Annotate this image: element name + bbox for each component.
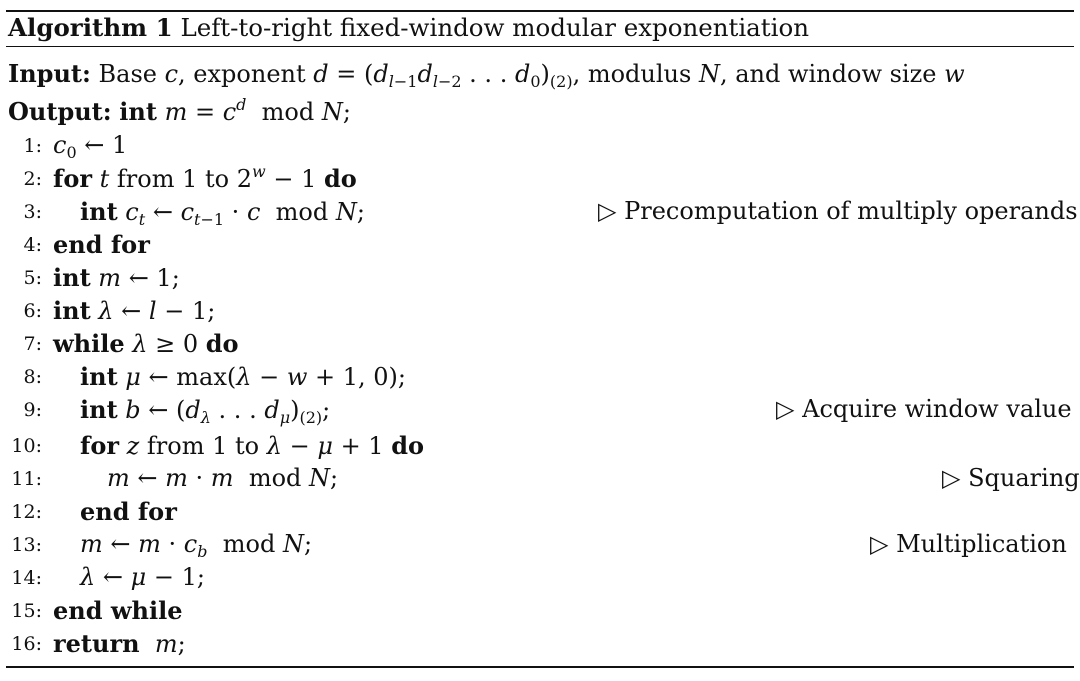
algorithm-line [0,360,1080,393]
line-number: 16: [11,633,42,655]
line-number: 12: [11,501,42,523]
line-code: int m ← 1; [53,263,180,292]
output-line [8,95,351,128]
algorithm-line [0,129,1080,162]
line-number: 11: [11,468,42,490]
bottom-rule [6,666,1074,668]
algorithm-line [0,393,1080,426]
algorithm-line [0,462,1080,495]
line-number: 5: [23,267,42,289]
comment-triangle-icon: ▷ [870,530,889,558]
algorithm-caption [8,11,809,45]
line-code: $c_0$ ← 1 [53,131,128,162]
algorithm-line [0,627,1080,660]
line-code: while λ ≥ 0 do [53,329,239,358]
algorithm-line [0,261,1080,294]
algorithm-line [0,561,1080,594]
algorithm-line [0,228,1080,261]
line-number: 2: [23,168,42,190]
line-comment: ▷ Multiplication [870,530,1067,558]
line-code: int $c_t$ ← $c_{t-1} \cdot c$ mod N; [80,197,365,229]
line-code: m ← $m \cdot c_b$ mod N; [80,530,313,561]
line-number: 13: [11,534,42,556]
algorithm-line [0,429,1080,462]
line-number: 3: [23,201,42,223]
line-number: 10: [11,435,42,457]
input-label: Input: [8,59,91,88]
algorithm-line [0,195,1080,228]
line-number: 6: [23,300,42,322]
line-number: 15: [11,600,42,622]
line-code: int λ ← l − 1; [53,296,216,325]
line-code: end for [53,230,150,259]
line-code: λ ← μ − 1; [80,563,205,591]
output-label: Output: [8,97,112,126]
line-number: 7: [23,333,42,355]
line-code: return m; [53,629,186,658]
algorithm-line [0,327,1080,360]
output-text: int $m = c^d$ mod N; [119,95,351,126]
algorithm-line [0,294,1080,327]
line-number: 1: [23,135,42,157]
algorithm-title: Left-to-right fixed-window modular exponentiation [180,13,810,42]
line-code: for z from 1 to λ − μ + 1 do [80,431,424,460]
line-comment: ▷ Acquire window value [776,395,1072,423]
comment-triangle-icon: ▷ [776,395,795,423]
line-number: 14: [11,567,42,589]
algorithm-label: Algorithm 1 [8,13,173,42]
input-text: Base c, exponent $d = (d_{l-1}d_{l-2}$ . . . $d_0)_{(2)}$, modulus N, and window size w [98,60,965,91]
line-code: int μ ← max(λ − w + 1, 0); [80,362,407,391]
input-line [8,57,965,90]
line-comment: ▷ Precomputation of multiply operands [598,197,1078,225]
line-number: 9: [23,399,42,421]
line-number: 4: [23,234,42,256]
line-code: end for [80,497,177,526]
line-code: for t from 1 to $2^w - 1$ do [53,162,357,193]
algorithm-line [0,594,1080,627]
comment-triangle-icon: ▷ [598,197,617,225]
algorithm-line [0,528,1080,561]
comment-triangle-icon: ▷ [942,464,961,492]
line-comment: ▷ Squaring [942,464,1080,492]
line-code: end while [53,596,183,625]
line-number: 8: [23,366,42,388]
algorithm-line [0,495,1080,528]
line-code: int b ← ($d_\lambda$ . . . $d_\mu)_{(2)}$; [80,395,331,427]
caption-rule [6,46,1074,47]
algorithm-line [0,162,1080,195]
line-code: m ← m · m mod N; [107,464,339,492]
